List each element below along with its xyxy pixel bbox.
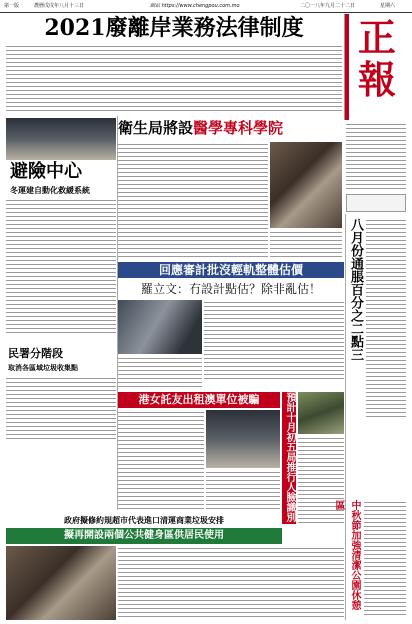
main-headline: 2021廢離岸業務法律制度	[6, 14, 342, 42]
fraud-caption	[206, 470, 280, 510]
fraud-title: 港女託友出租澳單位被騙	[118, 392, 280, 408]
lrt-photo	[118, 300, 202, 354]
weekday: 星期六	[380, 3, 396, 9]
medical-title	[118, 116, 344, 140]
medical-photo	[270, 142, 342, 228]
masthead-info-box	[346, 194, 406, 212]
lrt-caption	[118, 356, 202, 390]
shelter-text	[6, 198, 116, 334]
lrt-text	[204, 300, 344, 380]
column-rule-1	[117, 116, 118, 510]
inflation-text	[366, 218, 406, 418]
shelter-title: 避險中心	[10, 161, 82, 182]
festival-headline: 中秋節加強清潔公園休憩區	[333, 500, 360, 610]
lunar-date: 農曆戊戌年八月十三日	[34, 3, 85, 9]
masthead-char-2: 報	[357, 57, 396, 102]
masthead-char-1: 正	[357, 15, 396, 60]
face-photo	[298, 392, 344, 434]
medical-title-b: 醫學專科學院	[193, 119, 284, 137]
face-recognition-headline: 預計十月初五局推行人臉識別	[284, 392, 295, 522]
inflation-headline: 八月份通脹百分之二點三	[348, 218, 363, 361]
masthead-info-text	[346, 122, 406, 192]
civil-subtitle: 取消各區域垃圾收集點	[8, 363, 78, 372]
civil-title: 民署分階段	[8, 347, 63, 360]
page-label: 第一版	[4, 3, 20, 9]
masthead	[344, 14, 407, 120]
fraud-photo	[206, 410, 280, 468]
gov-photo	[6, 546, 116, 620]
top-rule	[0, 12, 412, 13]
top-info-bar	[0, 0, 412, 12]
civil-text	[6, 376, 116, 440]
lrt-title: 回應審計批沒輕軌整體估價	[118, 262, 344, 278]
lead-story-text	[6, 44, 342, 114]
shelter-photo	[6, 118, 116, 160]
site-url[interactable]: 網站 https://www.chengpou.com.mo	[150, 3, 240, 9]
medical-caption	[270, 230, 342, 258]
gov-text	[118, 546, 344, 620]
column-rule-2	[345, 214, 346, 620]
bottom-banner: 擬再開設兩個公共健身區供居民使用	[6, 528, 282, 544]
masthead-accent	[345, 14, 349, 120]
issue-date: 二〇一八年九月二十二日	[300, 3, 356, 9]
medical-title-a: 衛生局將設	[118, 119, 194, 137]
lrt-subtitle: 羅立文：冇設計點估？除非亂估！	[140, 282, 321, 296]
gov-title: 政府擬修約規超市代表進口清運商業垃圾安排	[64, 515, 224, 525]
shelter-subtitle: 冬運建自動化救緩系統	[10, 185, 90, 195]
face-text	[298, 436, 344, 524]
fraud-text	[118, 410, 204, 510]
medical-text	[118, 142, 268, 258]
festival-text	[364, 500, 406, 618]
